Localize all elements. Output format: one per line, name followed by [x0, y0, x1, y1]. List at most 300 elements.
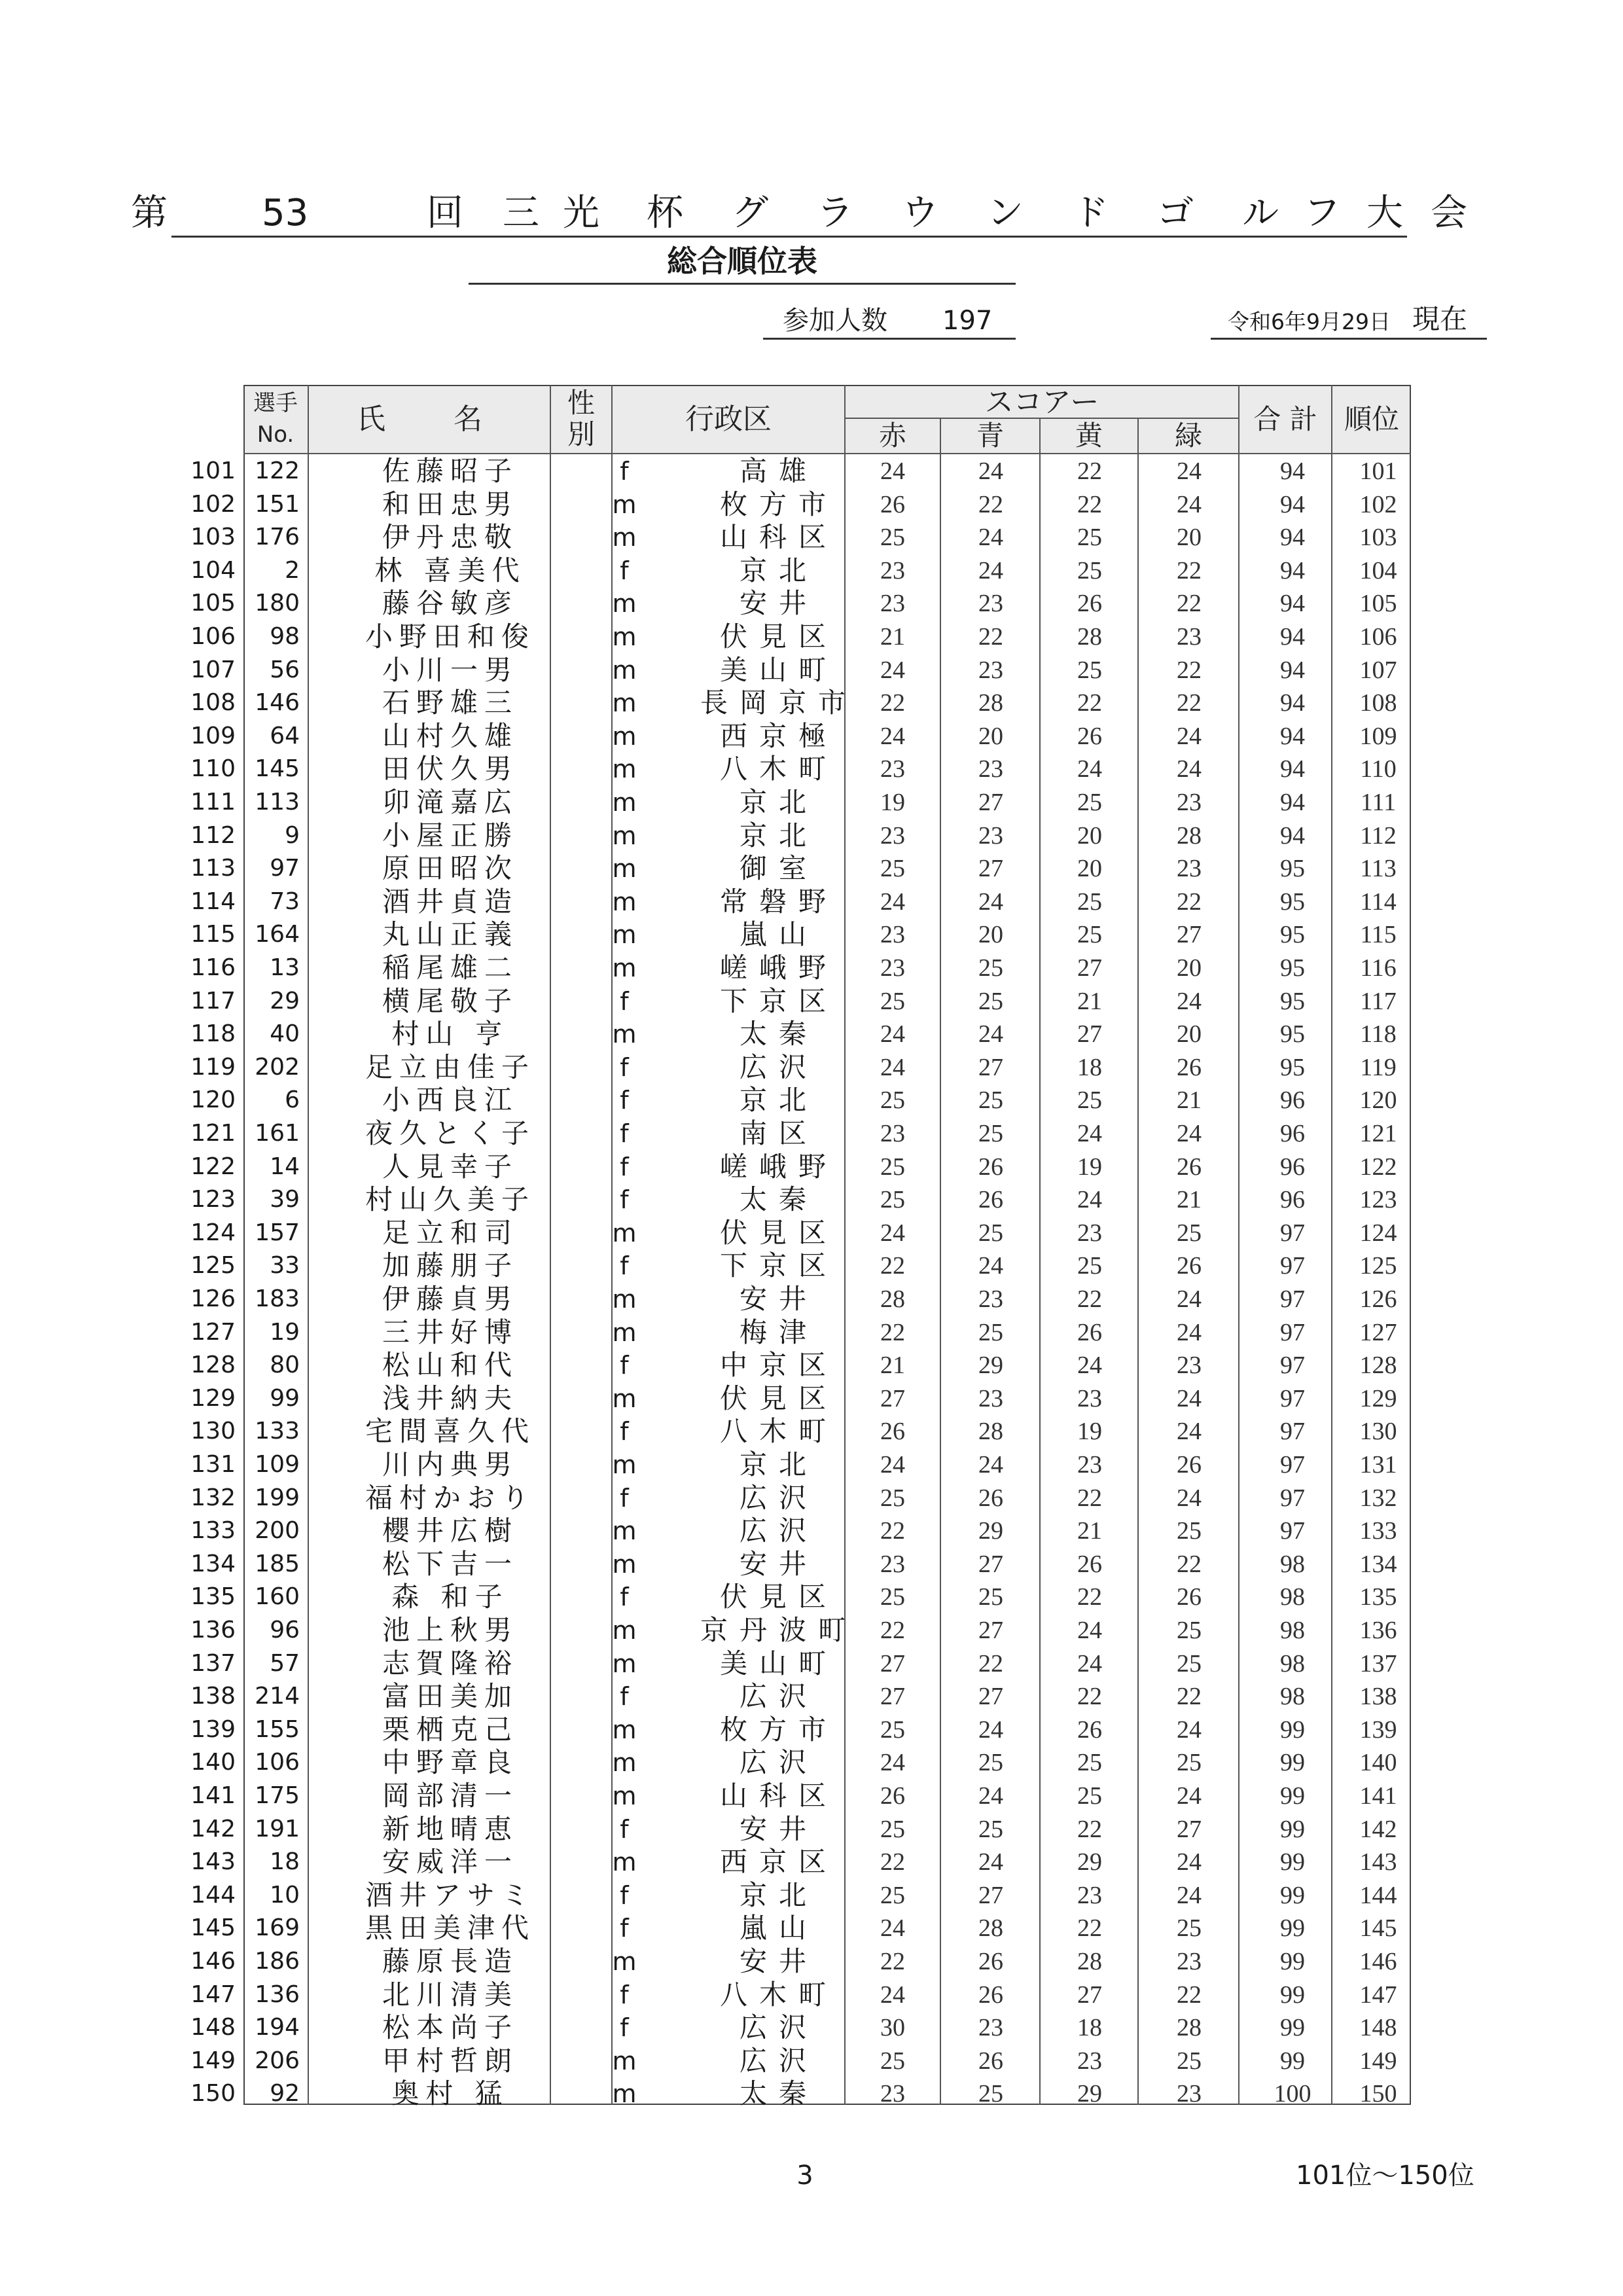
score-red: 19 — [880, 789, 905, 816]
player-number: 136 — [255, 1981, 300, 2008]
player-rank: 123 — [1359, 1186, 1397, 1214]
score-blue: 20 — [978, 722, 1003, 750]
player-district: 枚方市 — [719, 488, 838, 520]
row-sequence: 104 — [190, 556, 236, 584]
player-number: 73 — [270, 888, 300, 915]
title-char: グ — [732, 192, 768, 234]
score-red: 24 — [880, 1451, 905, 1479]
participants-value: 197 — [942, 306, 993, 336]
score-yellow: 26 — [1077, 1550, 1102, 1578]
table-row — [177, 2045, 1411, 2077]
score-total: 97 — [1280, 1352, 1305, 1380]
score-red: 27 — [880, 1649, 905, 1677]
score-blue: 26 — [978, 1948, 1003, 1975]
player-rank: 137 — [1359, 1649, 1397, 1677]
player-sex: m — [612, 1782, 637, 1810]
player-rank: 109 — [1359, 722, 1397, 750]
title-prefix: 第 — [131, 192, 168, 234]
player-sex: f — [620, 1483, 629, 1513]
player-number: 33 — [270, 1252, 300, 1280]
score-red: 22 — [880, 1617, 905, 1644]
score-total: 98 — [1280, 1649, 1305, 1677]
row-sequence: 103 — [190, 524, 236, 551]
player-number: 97 — [270, 855, 300, 882]
player-number: 106 — [255, 1749, 300, 1776]
row-sequence: 137 — [190, 1649, 236, 1677]
row-sequence: 145 — [190, 1914, 236, 1942]
score-total: 99 — [1280, 1914, 1305, 1943]
player-name: 富田美加 — [382, 1680, 518, 1713]
player-rank: 145 — [1359, 1914, 1397, 1943]
column-header-name: 氏 名 — [357, 403, 502, 436]
player-sex: m — [612, 1285, 637, 1314]
score-blue: 25 — [978, 1583, 1003, 1611]
score-blue: 27 — [978, 1881, 1003, 1909]
score-total: 94 — [1280, 556, 1305, 584]
score-red: 26 — [880, 1418, 905, 1446]
page-number: 3 — [796, 2161, 813, 2191]
player-name: 甲村哲朗 — [382, 2044, 518, 2077]
player-district: 太秦 — [739, 2077, 818, 2110]
score-blue: 25 — [978, 987, 1003, 1015]
score-green: 25 — [1177, 1617, 1202, 1644]
player-sex: m — [612, 1516, 637, 1546]
player-name: 安威洋一 — [382, 1846, 518, 1878]
score-red: 24 — [880, 656, 905, 684]
score-yellow: 25 — [1077, 888, 1102, 916]
player-name: 松下吉一 — [382, 1547, 518, 1580]
player-rank: 126 — [1359, 1285, 1397, 1313]
score-red: 23 — [880, 921, 905, 949]
table-row — [177, 1117, 1411, 1150]
player-rank: 114 — [1360, 888, 1397, 916]
score-red: 24 — [880, 457, 905, 485]
row-sequence: 133 — [190, 1517, 236, 1545]
score-red: 23 — [880, 755, 905, 783]
player-rank: 119 — [1360, 1053, 1397, 1081]
player-sex: f — [620, 556, 629, 585]
player-sex: f — [620, 1351, 629, 1380]
score-blue: 24 — [978, 524, 1003, 552]
score-red: 25 — [880, 2047, 905, 2075]
table-row — [177, 1647, 1411, 1680]
score-total: 97 — [1280, 1285, 1305, 1313]
score-blue: 24 — [978, 1715, 1003, 1744]
score-blue: 26 — [978, 2047, 1003, 2075]
score-yellow: 29 — [1077, 1848, 1102, 1876]
column-header-score-blue: 青 — [976, 420, 1004, 452]
player-district: 山科区 — [719, 521, 838, 554]
player-rank: 115 — [1360, 921, 1397, 949]
table-row — [177, 587, 1411, 620]
score-blue: 23 — [978, 1384, 1003, 1412]
player-name: 村山久美子 — [365, 1183, 535, 1216]
player-district: 京北 — [739, 819, 818, 852]
player-sex: m — [612, 1616, 637, 1645]
player-name: 酒井アサミ — [365, 1878, 535, 1911]
row-sequence: 142 — [190, 1815, 236, 1842]
table-row — [177, 819, 1411, 852]
score-green: 26 — [1177, 1451, 1202, 1479]
player-number: 169 — [255, 1914, 300, 1942]
table-row — [177, 1945, 1411, 1978]
player-rank: 134 — [1359, 1550, 1397, 1578]
score-total: 99 — [1280, 1881, 1305, 1909]
score-yellow: 22 — [1077, 1484, 1102, 1512]
score-red: 26 — [880, 1782, 905, 1810]
row-sequence: 148 — [190, 2014, 236, 2041]
player-name: 人見幸子 — [382, 1150, 518, 1183]
player-district: 長岡京市 — [700, 687, 857, 719]
score-red: 21 — [880, 623, 905, 651]
score-yellow: 25 — [1077, 789, 1102, 816]
score-red: 22 — [880, 1517, 905, 1545]
score-yellow: 26 — [1077, 722, 1102, 750]
title-char: 回 — [427, 192, 463, 234]
player-rank: 107 — [1359, 656, 1397, 684]
score-yellow: 22 — [1077, 457, 1102, 485]
score-total: 97 — [1280, 1418, 1305, 1446]
score-blue: 24 — [978, 457, 1003, 485]
player-rank: 103 — [1359, 524, 1397, 552]
score-total: 96 — [1280, 1120, 1305, 1147]
score-green: 27 — [1177, 921, 1202, 949]
score-yellow: 22 — [1077, 689, 1102, 717]
title-char: ン — [987, 192, 1024, 234]
player-rank: 102 — [1359, 490, 1397, 518]
table-row — [177, 985, 1411, 1018]
column-header-sex — [551, 387, 611, 450]
score-total: 94 — [1280, 689, 1305, 717]
participants-underline — [763, 338, 1016, 340]
score-blue: 25 — [978, 1749, 1003, 1777]
score-blue: 24 — [978, 1782, 1003, 1810]
row-sequence: 141 — [190, 1782, 236, 1809]
player-name: 小屋正勝 — [382, 819, 518, 852]
player-name: 稲尾雄二 — [382, 952, 518, 984]
player-name: 伊丹忠敬 — [382, 521, 518, 554]
row-sequence: 120 — [190, 1086, 236, 1114]
player-rank: 112 — [1360, 821, 1397, 850]
player-sex: f — [620, 1251, 629, 1281]
table-row — [177, 1151, 1411, 1183]
score-total: 98 — [1280, 1550, 1305, 1578]
score-green: 26 — [1177, 1252, 1202, 1280]
row-sequence: 139 — [190, 1715, 236, 1743]
player-district: 京北 — [739, 786, 818, 818]
score-green: 23 — [1177, 855, 1202, 883]
row-sequence: 144 — [190, 1881, 236, 1909]
title-char: 杯 — [647, 192, 683, 234]
player-rank: 138 — [1359, 1683, 1397, 1711]
row-sequence: 125 — [190, 1252, 236, 1280]
table-row — [177, 1879, 1411, 1912]
player-rank: 135 — [1359, 1583, 1397, 1611]
player-name: 池上秋男 — [382, 1614, 518, 1646]
score-blue: 24 — [978, 1848, 1003, 1876]
player-rank: 148 — [1359, 2014, 1397, 2042]
player-rank: 139 — [1359, 1715, 1397, 1744]
score-yellow: 20 — [1077, 821, 1102, 850]
score-blue: 24 — [978, 1451, 1003, 1479]
player-district: 嵯峨野 — [719, 1150, 838, 1183]
player-sex: f — [620, 2013, 629, 2043]
player-district: 嵐山 — [739, 1912, 818, 1945]
score-total: 96 — [1280, 1186, 1305, 1214]
score-green: 25 — [1177, 2047, 1202, 2075]
table-row — [177, 1382, 1411, 1415]
player-number: 164 — [255, 921, 300, 948]
table-row — [177, 554, 1411, 587]
player-rank: 104 — [1359, 556, 1397, 584]
player-sex: m — [612, 1384, 637, 1413]
player-rank: 111 — [1360, 789, 1397, 816]
score-red: 23 — [880, 590, 905, 618]
player-sex: m — [612, 622, 637, 651]
score-total: 96 — [1280, 1153, 1305, 1181]
player-district: 高雄 — [739, 455, 818, 487]
score-total: 97 — [1280, 1517, 1305, 1545]
row-sequence: 116 — [190, 954, 236, 981]
row-sequence: 136 — [190, 1617, 236, 1643]
score-total: 94 — [1280, 623, 1305, 651]
player-sex: m — [612, 1318, 637, 1347]
player-district: 広沢 — [739, 1515, 818, 1547]
score-yellow: 23 — [1077, 1384, 1102, 1412]
row-sequence: 119 — [190, 1053, 236, 1081]
player-rank: 101 — [1359, 457, 1397, 485]
player-name: 伊藤貞男 — [382, 1283, 518, 1315]
score-blue: 23 — [978, 755, 1003, 783]
score-total: 99 — [1280, 2047, 1305, 2075]
score-blue: 22 — [978, 623, 1003, 651]
score-red: 25 — [880, 524, 905, 552]
player-district: 安井 — [739, 1945, 818, 1977]
score-green: 22 — [1177, 1981, 1202, 2009]
player-sex: m — [612, 920, 637, 950]
table-row — [177, 1713, 1411, 1746]
player-name: 奥村 猛 — [391, 2077, 509, 2110]
score-green: 22 — [1177, 1550, 1202, 1578]
player-district: 広沢 — [739, 2044, 818, 2077]
title-char: 大 — [1366, 192, 1403, 234]
table-row — [177, 1780, 1411, 1812]
title-char: ル — [1242, 192, 1279, 234]
score-yellow: 19 — [1077, 1153, 1102, 1181]
score-blue: 22 — [978, 490, 1003, 518]
row-sequence: 114 — [190, 888, 236, 915]
score-total: 94 — [1280, 821, 1305, 850]
player-rank: 143 — [1359, 1848, 1397, 1876]
subtitle-underline — [469, 283, 1016, 285]
table-row — [177, 886, 1411, 918]
table-row — [177, 1614, 1411, 1647]
player-number: 40 — [270, 1020, 300, 1048]
player-district: 広沢 — [739, 1746, 818, 1779]
score-total: 95 — [1280, 1020, 1305, 1049]
score-yellow: 25 — [1077, 524, 1102, 552]
player-sex: m — [612, 1848, 637, 1877]
table-row — [177, 455, 1411, 488]
player-rank: 129 — [1359, 1384, 1397, 1412]
player-sex: m — [612, 1218, 637, 1247]
player-name: 藤谷敏彦 — [382, 587, 518, 620]
score-green: 22 — [1177, 689, 1202, 717]
player-rank: 142 — [1359, 1815, 1397, 1843]
player-number: 146 — [255, 689, 300, 717]
score-blue: 29 — [978, 1352, 1003, 1380]
score-total: 96 — [1280, 1086, 1305, 1115]
score-total: 94 — [1280, 755, 1305, 783]
score-green: 22 — [1177, 590, 1202, 618]
score-total: 94 — [1280, 590, 1305, 618]
player-number: 2 — [285, 556, 300, 584]
score-total: 99 — [1280, 1815, 1305, 1843]
player-number: 6 — [285, 1086, 300, 1114]
player-number: 200 — [255, 1517, 300, 1545]
row-sequence: 115 — [190, 921, 236, 948]
score-green: 22 — [1177, 888, 1202, 916]
player-name: 北川清美 — [382, 1978, 518, 2011]
player-district: 広沢 — [739, 1050, 818, 1083]
score-total: 94 — [1280, 524, 1305, 552]
score-green: 24 — [1177, 1848, 1202, 1876]
player-district: 広沢 — [739, 1680, 818, 1713]
score-blue: 23 — [978, 821, 1003, 850]
score-green: 20 — [1177, 524, 1202, 552]
table-row — [177, 1548, 1411, 1581]
player-district: 安井 — [739, 1283, 818, 1315]
column-header-district: 行政区 — [685, 403, 772, 436]
row-sequence: 128 — [190, 1352, 236, 1379]
player-number: 186 — [255, 1948, 300, 1975]
column-header-score-green: 緑 — [1174, 420, 1202, 452]
player-name: 佐藤昭子 — [382, 455, 518, 487]
table-row — [177, 1746, 1411, 1779]
player-district: 京北 — [739, 1448, 818, 1480]
player-sex: m — [612, 1549, 637, 1579]
player-name: 林 喜美代 — [374, 554, 526, 586]
title-number: 53 — [262, 192, 309, 234]
score-total: 99 — [1280, 1715, 1305, 1744]
score-blue: 24 — [978, 1020, 1003, 1049]
score-red: 24 — [880, 1053, 905, 1081]
player-sex: m — [612, 1947, 637, 1976]
score-red: 28 — [880, 1285, 905, 1313]
score-blue: 27 — [978, 1617, 1003, 1644]
player-rank: 130 — [1359, 1418, 1397, 1446]
player-district: 嵯峨野 — [719, 952, 838, 984]
score-blue: 25 — [978, 1086, 1003, 1115]
score-yellow: 25 — [1077, 1086, 1102, 1115]
player-number: 176 — [255, 524, 300, 551]
score-blue: 23 — [978, 2014, 1003, 2042]
player-district: 美山町 — [719, 653, 838, 686]
score-green: 21 — [1177, 1086, 1202, 1115]
player-sex: m — [612, 821, 637, 850]
score-green: 24 — [1177, 1715, 1202, 1744]
score-green: 24 — [1177, 1881, 1202, 1909]
player-sex: f — [620, 1980, 629, 2009]
player-rank: 141 — [1359, 1782, 1397, 1810]
score-blue: 20 — [978, 921, 1003, 949]
player-rank: 110 — [1360, 755, 1397, 783]
player-number: 13 — [270, 954, 300, 981]
player-district: 伏見区 — [719, 1382, 838, 1414]
score-red: 23 — [880, 1120, 905, 1147]
score-yellow: 21 — [1077, 1517, 1102, 1545]
score-green: 28 — [1177, 2014, 1202, 2042]
table-row — [177, 1316, 1411, 1349]
score-blue: 28 — [978, 689, 1003, 717]
player-district: 下京区 — [719, 984, 838, 1017]
player-sex: m — [612, 1450, 637, 1479]
column-header-score-red: 赤 — [878, 420, 906, 452]
player-rank: 127 — [1359, 1318, 1397, 1346]
score-green: 22 — [1177, 1683, 1202, 1711]
column-header-player-no — [243, 387, 308, 450]
status-label: 現在 — [1412, 303, 1468, 335]
player-number: 155 — [255, 1715, 300, 1743]
table-row — [177, 488, 1411, 521]
score-blue: 26 — [978, 1484, 1003, 1512]
score-blue: 25 — [978, 1219, 1003, 1247]
player-rank: 124 — [1359, 1219, 1397, 1247]
player-number: 39 — [270, 1186, 300, 1213]
score-total: 99 — [1280, 1749, 1305, 1777]
row-sequence: 117 — [190, 987, 236, 1014]
player-district: 枚方市 — [719, 1713, 838, 1746]
table-row — [177, 2011, 1411, 2044]
player-rank: 118 — [1360, 1020, 1397, 1049]
player-district: 嵐山 — [739, 918, 818, 951]
player-name: 福村かおり — [365, 1481, 535, 1514]
score-blue: 27 — [978, 1053, 1003, 1081]
table-row — [177, 1813, 1411, 1846]
player-name: 横尾敬子 — [382, 984, 518, 1017]
score-blue: 29 — [978, 1517, 1003, 1545]
player-number: 122 — [255, 457, 300, 484]
table-row — [177, 1217, 1411, 1249]
score-green: 25 — [1177, 1517, 1202, 1545]
player-district: 太秦 — [739, 1018, 818, 1050]
score-total: 95 — [1280, 1053, 1305, 1081]
row-sequence: 140 — [190, 1749, 236, 1776]
player-name: 松本尚子 — [382, 2011, 518, 2044]
header-divider — [243, 453, 1411, 454]
score-yellow: 27 — [1077, 1981, 1102, 2009]
score-yellow: 22 — [1077, 1285, 1102, 1313]
row-sequence: 123 — [190, 1186, 236, 1213]
score-red: 24 — [880, 1219, 905, 1247]
score-red: 25 — [880, 1881, 905, 1909]
score-total: 98 — [1280, 1617, 1305, 1644]
score-red: 25 — [880, 1815, 905, 1843]
score-red: 24 — [880, 888, 905, 916]
player-sex: f — [620, 1814, 629, 1844]
player-sex: m — [612, 788, 637, 817]
score-blue: 25 — [978, 1318, 1003, 1346]
score-red: 22 — [880, 1948, 905, 1975]
player-number: 133 — [255, 1418, 300, 1445]
table-row — [177, 786, 1411, 819]
player-sex: m — [612, 655, 637, 685]
score-green: 23 — [1177, 2080, 1202, 2108]
score-green: 23 — [1177, 1352, 1202, 1380]
player-number: 57 — [270, 1649, 300, 1677]
row-sequence: 124 — [190, 1219, 236, 1246]
player-district: 中京区 — [719, 1349, 838, 1382]
